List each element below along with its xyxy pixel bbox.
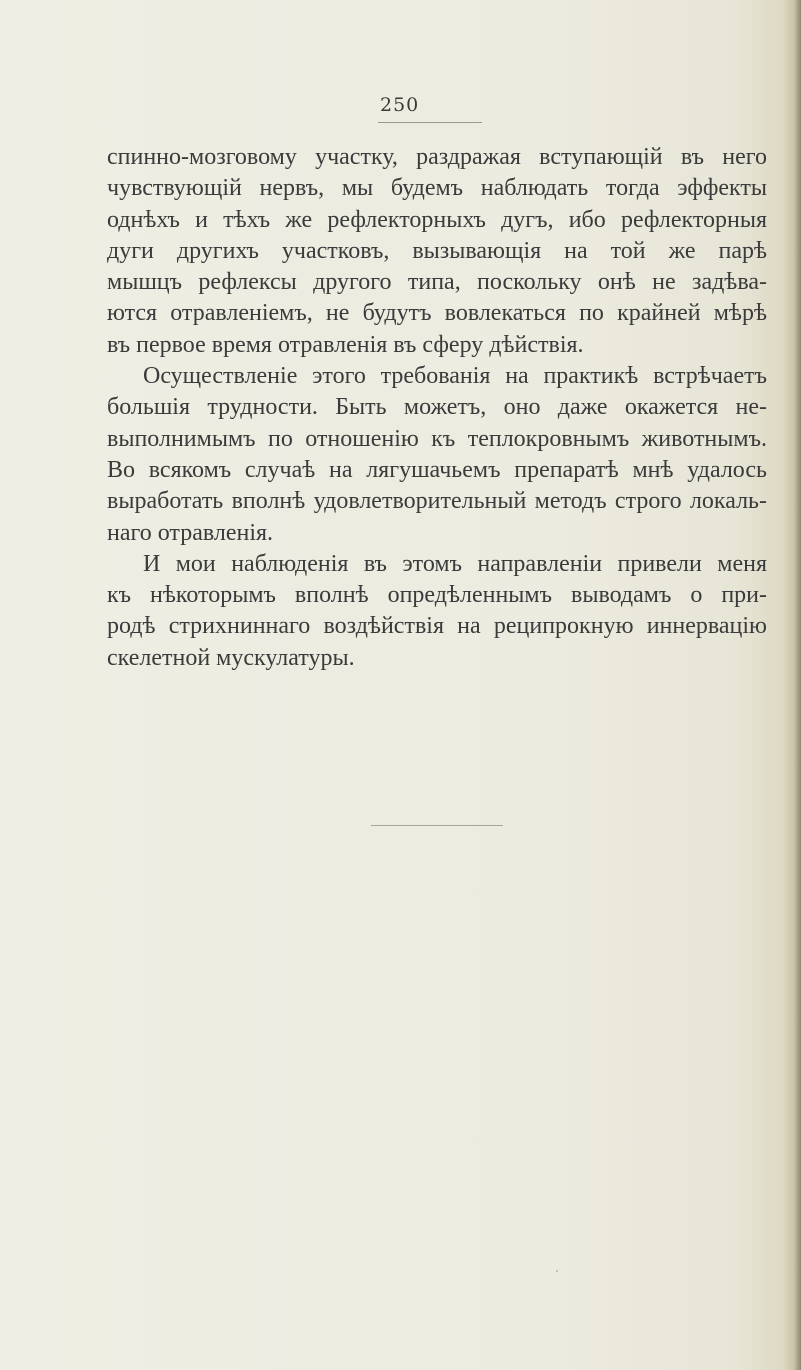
text-line: чувствующій нервъ, мы будемъ наблюдать тогда эффекты	[107, 175, 767, 202]
text-line: ются отравленіемъ, не будутъ вовлекаться по крайней мѣрѣ	[107, 300, 767, 327]
text-line: мышцъ рефлексы другого типа, поскольку онѣ не задѣва-	[107, 269, 767, 296]
text-line: наго отравленія.	[107, 519, 274, 546]
body-text	[107, 142, 767, 674]
text-line: выполнимымъ по отношенію къ теплокровнымъ животнымъ.	[107, 425, 767, 452]
text-line: однѣхъ и тѣхъ же рефлекторныхъ дугъ, ибо рефлекторныя	[107, 206, 767, 233]
paper-speck	[556, 1270, 558, 1272]
text-line: въ первое время отравленія въ сферу дѣйствія.	[107, 331, 584, 358]
text-line: большія трудности. Быть можетъ, оно даже окажется не-	[107, 394, 767, 421]
section-end-rule	[371, 825, 503, 826]
text-line: родѣ стрихниннаго воздѣйствія на реципрокную иннервацію	[107, 613, 767, 640]
page-number: 250	[380, 94, 420, 116]
text-line: дуги другихъ участковъ, вызывающія на той же парѣ	[107, 237, 767, 264]
text-line: выработать вполнѣ удовлетворительный методъ строго локаль-	[107, 488, 767, 515]
text-line: скелетной мускулатуры.	[107, 644, 355, 671]
page-edge-shadow	[783, 0, 801, 1370]
text-line: Во всякомъ случаѣ на лягушачьемъ препаратѣ мнѣ удалось	[107, 456, 767, 483]
text-line: спинно-мозговому участку, раздражая вступающій въ него	[107, 144, 767, 170]
text-line: Осуществленіе этого требованія на практикѣ встрѣчаетъ	[143, 363, 767, 390]
text-line: И мои наблюденія въ этомъ направленіи привели меня	[143, 550, 767, 577]
text-line: къ нѣкоторымъ вполнѣ опредѣленнымъ выводамъ о при-	[107, 582, 767, 609]
page-number-underline	[378, 122, 482, 123]
